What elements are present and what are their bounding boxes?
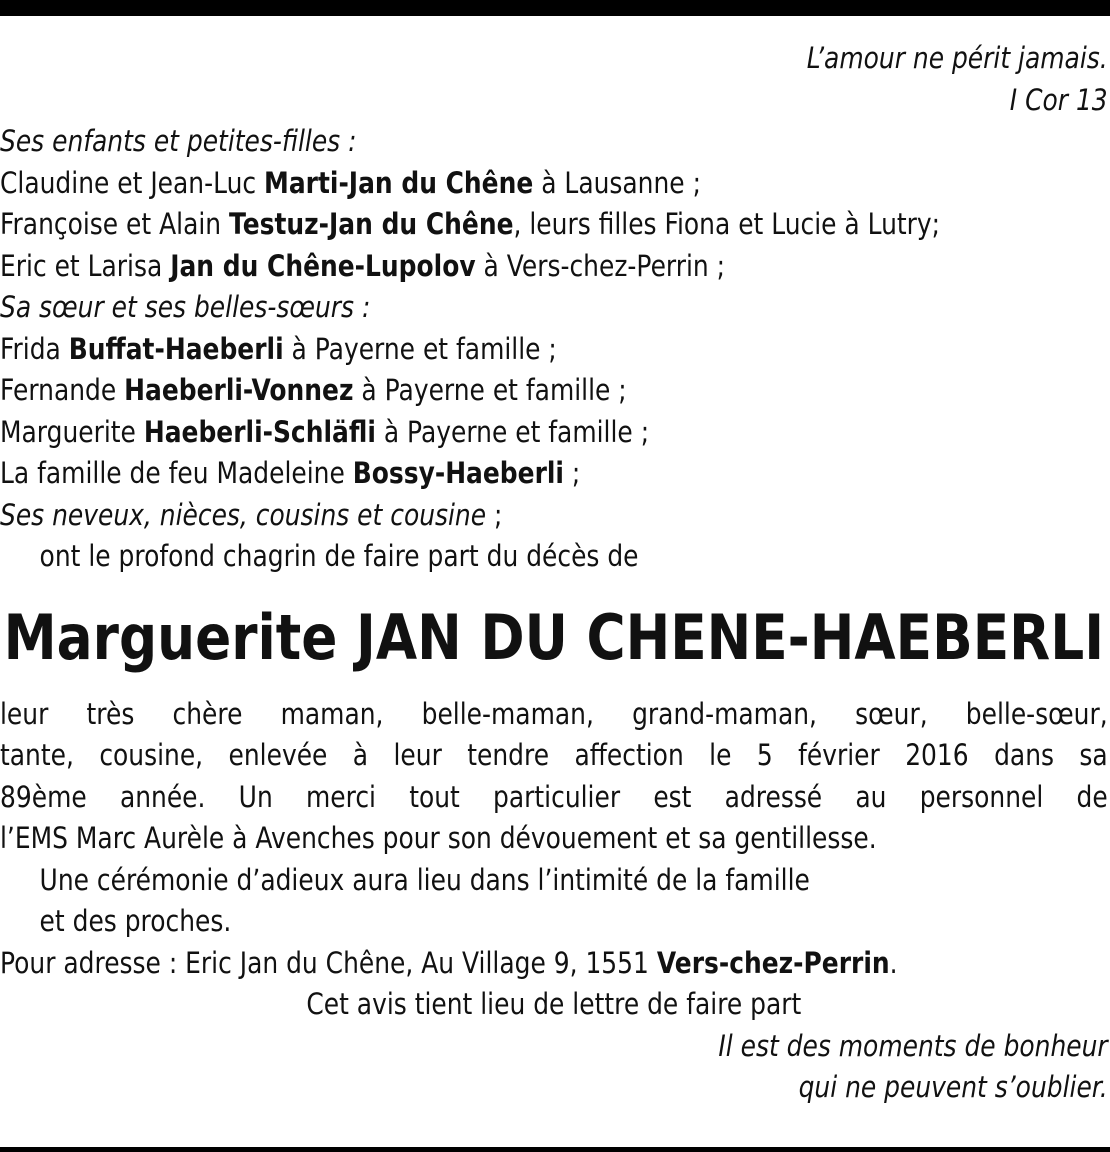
- family-line-pre: Claudine et Jean-Luc: [0, 165, 265, 200]
- body-last-line: l’EMS Marc Aurèle à Avenches pour son dévouement et sa gentillesse.: [0, 821, 877, 855]
- family-line-sibling-1: [0, 329, 1108, 371]
- family-line-pre: Eric et Larisa: [0, 248, 171, 283]
- family-line-pre: Marguerite: [0, 414, 144, 449]
- ceremony-line: Une cérémonie d’adieux aura lieu dans l’intimité de la famille: [39, 862, 810, 897]
- family-line-post: à Lausanne ;: [533, 165, 701, 200]
- announce-line: ont le profond chagrin de faire part du décès de: [39, 539, 639, 573]
- family-name: Haeberli-Schläfli: [143, 414, 376, 449]
- family-line-pre: Frida: [0, 331, 69, 366]
- relatives-post: ;: [486, 497, 503, 532]
- family-line-post: à Payerne et famille ;: [283, 331, 557, 366]
- deceased-name: Marguerite JAN DU CHENE-HAEBERLI: [3, 600, 1105, 674]
- family-name: Haeberli-Vonnez: [124, 373, 354, 407]
- epigraph-quote: L’amour ne périt jamais.: [806, 41, 1108, 75]
- family-line-children-1: [0, 163, 1108, 205]
- address-post: .: [889, 945, 898, 980]
- closing-quote-line: qui ne peuvent s’oublier.: [798, 1070, 1108, 1104]
- family-line-post: à Payerne et famille ;: [353, 373, 627, 407]
- ceremony-line: et des proches.: [39, 904, 232, 938]
- family-line-children-2: [0, 204, 1058, 246]
- bottom-rule: [0, 1147, 1110, 1152]
- address-text: Pour adresse : Eric Jan du Chêne, Au Village 9, 1551: [0, 945, 657, 980]
- family-line-sibling-3: [0, 412, 1108, 454]
- relatives-line: [0, 495, 1108, 537]
- closing-quote-line: Il est des moments de bonheur: [718, 1028, 1108, 1063]
- family-name: Buffat-Haeberli: [68, 331, 284, 366]
- family-line-sibling-4: [0, 453, 1108, 495]
- notice-line: Cet avis tient lieu de lettre de faire part: [306, 987, 802, 1021]
- siblings-heading: Sa sœur et ses belles-sœurs :: [0, 290, 371, 324]
- family-line-pre: La famille de feu Madeleine: [0, 456, 353, 490]
- epigraph-reference: I Cor 13: [1009, 82, 1108, 117]
- family-line-post: à Vers-chez-Perrin ;: [475, 248, 726, 283]
- address-line: [0, 943, 1108, 985]
- family-line-pre: Françoise et Alain: [0, 207, 230, 241]
- body-line: tante, cousine, enlevée à leur tendre affection le 5 février 2016 dans sa: [0, 738, 1108, 772]
- family-line-children-3: [0, 246, 1108, 288]
- body-line: 89ème année. Un merci tout particulier est adressé au personnel de: [0, 779, 1108, 814]
- family-name: Jan du Chêne-Lupolov: [170, 248, 476, 283]
- family-name: Marti-Jan du Chêne: [264, 165, 534, 200]
- children-heading: Ses enfants et petites-filles :: [0, 124, 357, 158]
- family-line-pre: Fernande: [0, 373, 125, 407]
- family-line-post: ;: [563, 456, 581, 490]
- relatives-text: Ses neveux, nièces, cousins et cousine: [0, 497, 487, 532]
- family-line-sibling-2: [0, 370, 1108, 412]
- family-line-post: à Payerne et famille ;: [375, 414, 650, 449]
- address-place: Vers-chez-Perrin: [656, 945, 890, 980]
- family-line-post: , leurs filles Fiona et Lucie à Lutry;: [513, 207, 941, 241]
- family-name: Testuz-Jan du Chêne: [229, 207, 514, 241]
- body-line: leur très chère maman, belle-maman, grand-maman, sœur, belle-sœur,: [0, 696, 1108, 731]
- obituary-notice: [0, 38, 1108, 1109]
- top-rule: [0, 0, 1110, 16]
- family-name: Bossy-Haeberli: [352, 456, 564, 490]
